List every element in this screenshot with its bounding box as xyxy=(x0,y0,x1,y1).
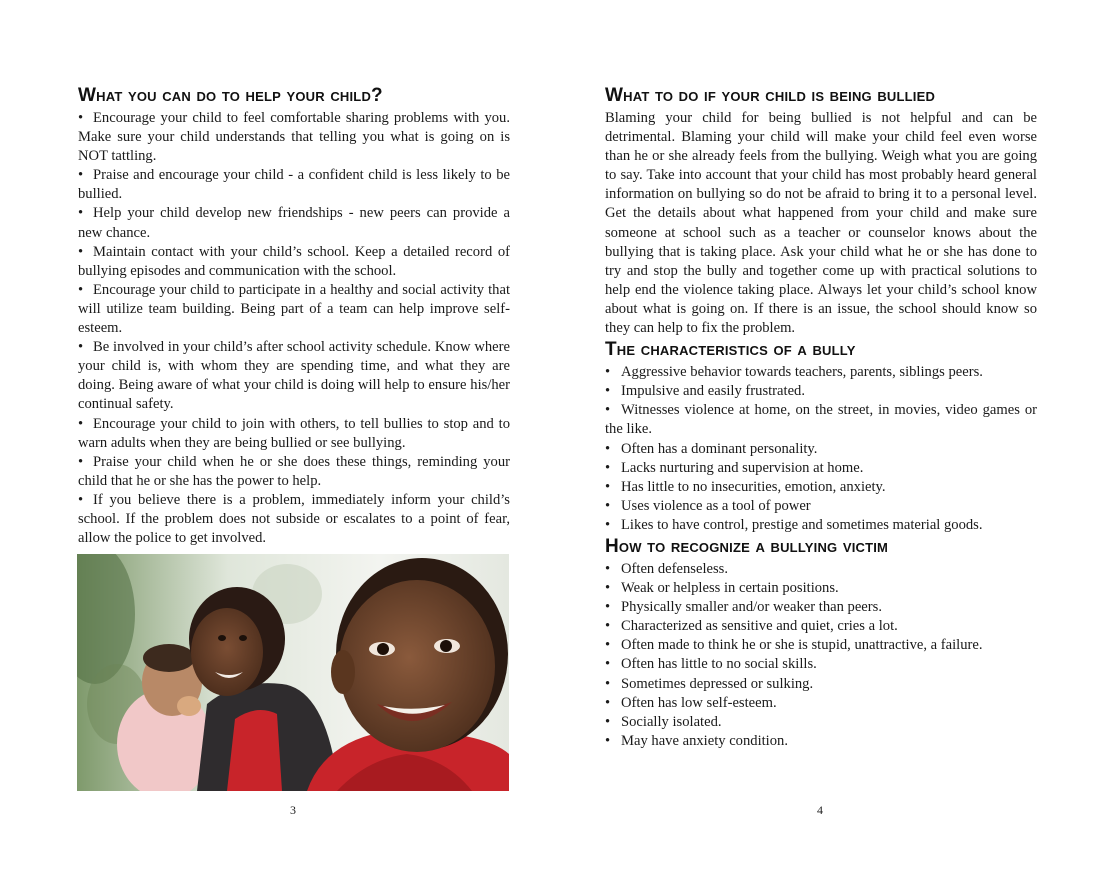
bullied-heading: What to do if your child is being bullied xyxy=(605,85,936,106)
list-item: • Weak or helpless in certain positions. xyxy=(605,579,1037,598)
help-bullet: • Praise and encourage your child - a confident child is less likely to be bullied. xyxy=(78,166,510,204)
help-bullet: • Encourage your child to feel comfortable sharing problems with you. Make sure your child understands that telling you what is going on is NOT tattling. xyxy=(78,109,510,166)
family-photo xyxy=(77,554,509,791)
bully-characteristics-heading: The characteristics of a bully xyxy=(605,339,856,361)
list-item: • Often has little to no social skills. xyxy=(605,655,1037,674)
list-item: • Physically smaller and/or weaker than peers. xyxy=(605,598,1037,617)
list-item: • Sometimes depressed or sulking. xyxy=(605,675,1037,694)
help-bullet: • If you believe there is a problem, immediately inform your child’s school. If the problem does not subside or escalates to a point of fear, allow the police to get involved. xyxy=(78,491,510,548)
right-page xyxy=(558,0,1116,886)
page-number: 3 xyxy=(290,803,296,817)
family-photo-illustration xyxy=(77,554,509,791)
help-bullet: • Be involved in your child’s after school activity schedule. Know where your child is, with whom they are spending time, and what they are doing. Being aware of what your child is doing will help to ensure his/her continual safety. xyxy=(78,338,510,414)
list-item: • Uses violence as a tool of power xyxy=(605,497,1037,516)
bully-characteristics-list xyxy=(605,363,1037,535)
right-column xyxy=(605,84,1037,751)
list-item: • Often made to think he or she is stupid, unattractive, a failure. xyxy=(605,636,1037,655)
bullied-paragraph: Blaming your child for being bullied is not helpful and can be detrimental. Blaming your child will make your child feel even worse than he or she already feels from the bullying. Weigh what you are going to say. Take into account that your child has most probably heard general information on bullying so do not be afraid to bring it to a personal level. Get the details about what happened from your child and make sure someone at school such as a teacher or counselor knows about the bullying that is taking place. Ask your child what he or she has done to try and stop the bully and together come up with practical solutions to help end the violence taking place. Always let your child’s school know about what is going on. If there is an issue, the school should know so they can help to fix the problem. xyxy=(605,110,1037,337)
list-item: • Aggressive behavior towards teachers, parents, siblings peers. xyxy=(605,363,1037,382)
list-item: • Often defenseless. xyxy=(605,560,1037,579)
help-bullet: • Help your child develop new friendships - new peers can provide a new chance. xyxy=(78,204,510,242)
help-bullet: • Maintain contact with your child’s school. Keep a detailed record of bullying episodes and communication with the school. xyxy=(78,243,510,281)
help-bullet: • Encourage your child to join with others, to tell bullies to stop and to warn adults when they are being bullied or see bullying. xyxy=(78,415,510,453)
list-item: • Impulsive and easily frustrated. xyxy=(605,382,1037,401)
list-item: • Often has a dominant personality. xyxy=(605,440,1037,459)
page-number: 4 xyxy=(817,803,823,817)
help-bullet: • Praise your child when he or she does these things, reminding your child that he or she has the power to help. xyxy=(78,453,510,491)
help-your-child-heading: What you can do to help your child? xyxy=(78,85,383,106)
list-item: • Often has low self-esteem. xyxy=(605,694,1037,713)
list-item-text: Witnesses violence at home, on the street, in movies, video games or the like. xyxy=(605,402,1037,438)
victim-heading: How to recognize a bullying victim xyxy=(605,535,889,557)
list-item: • Socially isolated. xyxy=(605,713,1037,732)
list-item: • May have anxiety condition. xyxy=(605,732,1037,751)
help-bullet: • Encourage your child to participate in a healthy and social activity that will utilize team building. Being part of a team can help improve self-esteem. xyxy=(78,281,510,338)
list-item: • Characterized as sensitive and quiet, cries a lot. xyxy=(605,617,1037,636)
left-column xyxy=(78,84,510,548)
list-item: • Lacks nurturing and supervision at home. xyxy=(605,459,1037,478)
list-item: • Has little to no insecurities, emotion, anxiety. xyxy=(605,478,1037,497)
victim-list xyxy=(605,560,1037,751)
list-item: • Likes to have control, prestige and sometimes material goods. xyxy=(605,516,1037,535)
list-item xyxy=(605,401,1037,439)
